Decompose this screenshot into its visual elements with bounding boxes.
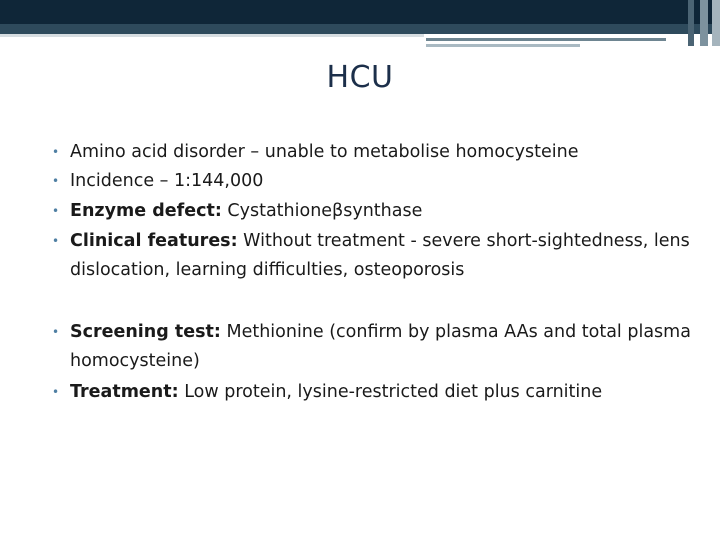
bullet-icon: • — [52, 145, 60, 159]
list-item: • Treatment: Low protein, lysine-restricted diet plus carnitine — [52, 378, 692, 408]
bullet-icon: • — [52, 325, 60, 339]
header-band — [0, 24, 720, 34]
accent-line-light — [0, 34, 424, 37]
accent-line-short — [426, 44, 580, 47]
bullet-icon: • — [52, 385, 60, 399]
bullet-icon: • — [52, 174, 60, 188]
list-item: • Screening test: Methionine (confirm by plasma AAs and total plasma homocysteine) — [52, 318, 692, 378]
bullet-icon: • — [52, 234, 60, 248]
bullet-list — [52, 138, 692, 408]
list-item: • Amino acid disorder – unable to metabolise homocysteine — [52, 138, 692, 167]
list-item: • Enzyme defect: Cystathioneβsynthase — [52, 197, 692, 227]
header-stripe-3 — [712, 0, 720, 46]
header-bar — [0, 0, 720, 24]
slide-title: HCU — [326, 60, 394, 95]
header-stripe-2 — [700, 0, 708, 46]
bullet-icon: • — [52, 204, 60, 218]
accent-line-dark — [426, 38, 666, 41]
list-item: • Incidence – 1:144,000 — [52, 167, 692, 197]
list-item: • Clinical features: Without treatment - severe short-sightedness, lens dislocation, learning difficulties, osteoporosis — [52, 227, 692, 318]
header-stripe-1 — [688, 0, 694, 46]
